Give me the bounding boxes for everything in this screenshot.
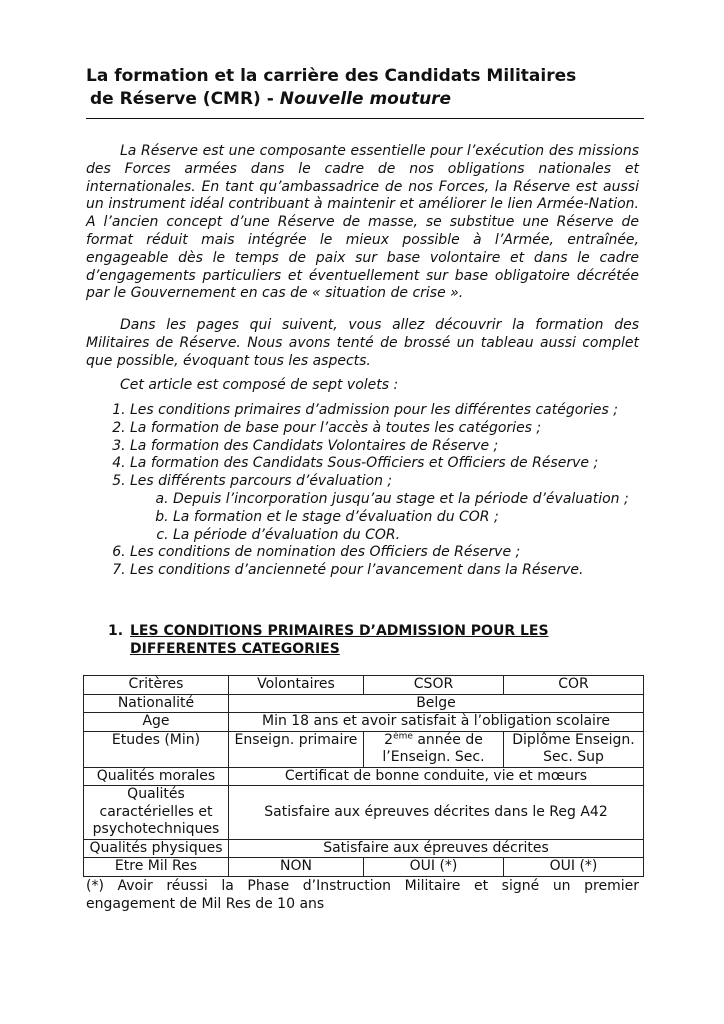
list-item: 3. La formation des Candidats Volontaires de Réserve ; [130, 438, 639, 456]
table-row [84, 713, 644, 732]
title-line-2: de Réserve (CMR) - Nouvelle mouture [90, 89, 452, 109]
section-heading: 1. LES CONDITIONS PRIMAIRES D’ADMISSION POUR LES DIFFERENTES CATEGORIES [108, 623, 549, 657]
row-value: Certificat de bonne conduite, vie et mœurs [229, 767, 644, 786]
header-volontaires: Volontaires [229, 676, 364, 695]
row-value: Satisfaire aux épreuves décrites dans le Reg A42 [229, 786, 644, 840]
header-cor: COR [504, 676, 644, 695]
page-title [86, 65, 646, 111]
list-item: 6. Les conditions de nomination des Officiers de Réserve ; [130, 544, 639, 562]
sub-list-item: b. La formation et le stage d’évaluation du COR ; [173, 509, 639, 527]
cell-cor: OUI (*) [504, 858, 644, 877]
title-divider [86, 118, 644, 119]
table-row [84, 858, 644, 877]
admission-criteria-table [83, 675, 644, 877]
row-label: Qualités caractérielles et psychotechniques [84, 786, 229, 840]
header-criteres: Critères [84, 676, 229, 695]
list-item: 4. La formation des Candidats Sous-Officiers et Officiers de Réserve ; [130, 455, 639, 473]
header-csor: CSOR [364, 676, 504, 695]
second-paragraph: Dans les pages qui suivent, vous allez découvrir la formation des Militaires de Réserve. Nous avons tenté de brossé un tableau aussi complet que possible, évoquant tous les aspects. [86, 317, 639, 369]
title-subtitle: Nouvelle mouture [279, 89, 452, 109]
row-label: Qualités physiques [84, 839, 229, 858]
row-label: Age [84, 713, 229, 732]
table-row [84, 694, 644, 713]
table-header-row [84, 676, 644, 695]
cell-csor: OUI (*) [364, 858, 504, 877]
list-item: 2. La formation de base pour l’accès à toutes les catégories ; [130, 420, 639, 438]
list-item: 1. Les conditions primaires d’admission pour les différentes catégories ; [130, 402, 639, 420]
footnote: (*) Avoir réussi la Phase d’Instruction Militaire et signé un premier engagement de Mil Res de 10 ans [86, 878, 639, 912]
table-row [84, 731, 644, 767]
list-item: 7. Les conditions d’ancienneté pour l’avancement dans la Réserve. [130, 562, 639, 580]
row-label: Etre Mil Res [84, 858, 229, 877]
table-row [84, 767, 644, 786]
row-label: Etudes (Min) [84, 731, 229, 767]
sub-list-item: a. Depuis l’incorporation jusqu’au stage et la période d’évaluation ; [173, 491, 639, 509]
cell-volontaires: NON [229, 858, 364, 877]
intro-paragraph: La Réserve est une composante essentielle pour l’exécution des missions des Forces armées dans le cadre de nos obligations nationales et internationales. En tant qu’ambassadrice de nos Forces, la Réserve est aussi un instrument idéal contribuant à maintenir et améliorer le lien Armée-Nation. A l’ancien concept d’une Réserve de masse, se substitue une Réserve de format réduit mais intégrée le mieux possible à l’Armée, entraînée, engageable dès le temps de paix sur base volontaire et dans le cadre d’engagements particuliers et éventuellement sur base obligatoire décrétée par le Gouvernement en cas de « situation de crise ». [86, 143, 639, 302]
row-value: Satisfaire aux épreuves décrites [229, 839, 644, 858]
row-label: Qualités morales [84, 767, 229, 786]
row-value: Belge [229, 694, 644, 713]
third-paragraph: Cet article est composé de sept volets : [120, 377, 399, 393]
row-label: Nationalité [84, 694, 229, 713]
table-row [84, 839, 644, 858]
cell-volontaires: Enseign. primaire [229, 731, 364, 767]
title-line-1: La formation et la carrière des Candidats Militaires [86, 66, 577, 86]
volets-list [86, 402, 639, 580]
cell-cor: Diplôme Enseign. Sec. Sup [504, 731, 644, 767]
row-value: Min 18 ans et avoir satisfait à l’obligation scolaire [229, 713, 644, 732]
cell-csor: 2ème année de l’Enseign. Sec. [364, 731, 504, 767]
table-row [84, 786, 644, 840]
list-item: 5. Les différents parcours d’évaluation ; a. Depuis l’incorporation jusqu’au stage et la période d’évaluation ; b. La formation et le stage d’évaluation du COR ; c. La période d’évaluation du COR. [130, 473, 639, 544]
sub-list-item: c. La période d’évaluation du COR. [173, 527, 639, 545]
sub-list [130, 491, 639, 544]
